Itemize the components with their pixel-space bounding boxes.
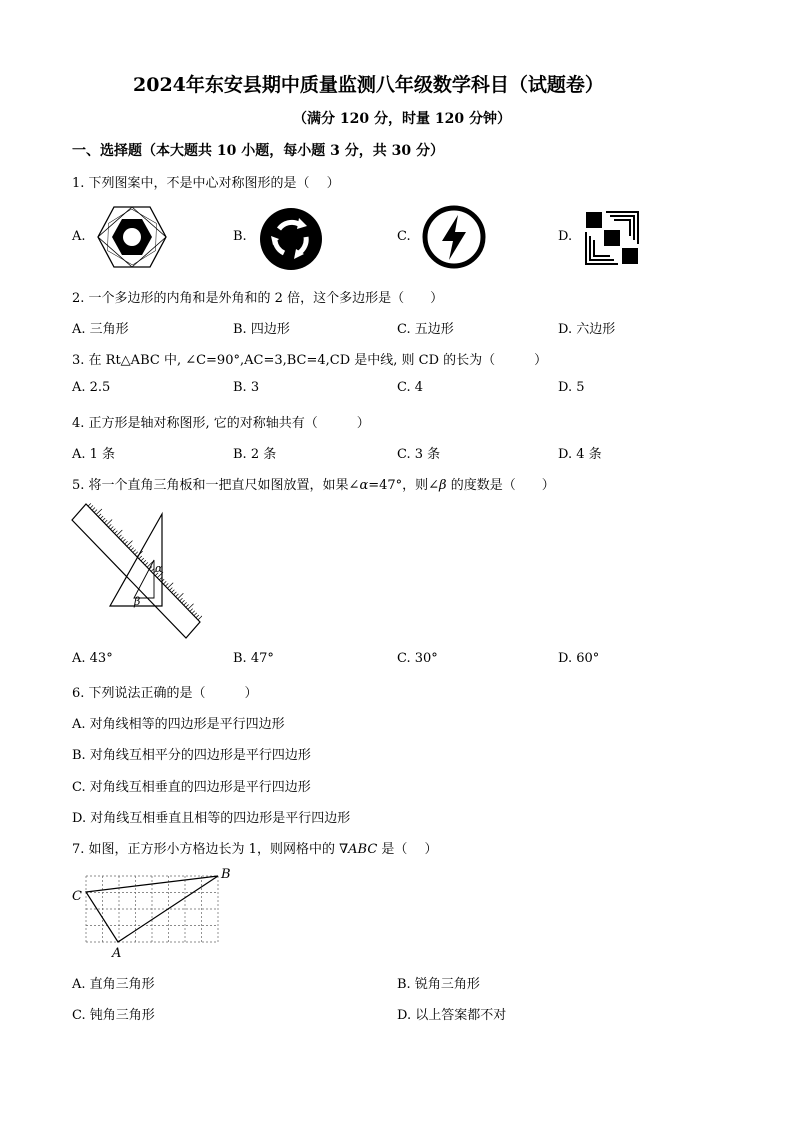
q5-option-c: C. 30°: [397, 651, 438, 666]
ruler-tick: [182, 600, 185, 603]
ruler-tick: [141, 558, 144, 561]
q7-option-c: C. 钝角三角形: [72, 1008, 155, 1023]
q6-option-d: D. 对角线互相垂直且相等的四边形是平行四边形: [72, 811, 351, 826]
vertex-b-label: B: [221, 867, 231, 882]
q4-option-c: C. 3 条: [397, 447, 441, 462]
ruler-tick: [88, 503, 91, 506]
ruler-shape: [72, 504, 200, 638]
page-subtitle: （满分 120 分，时量 120 分钟）: [293, 111, 511, 127]
ruler-tick: [180, 598, 183, 601]
ruler-tick: [143, 560, 146, 563]
ruler-tick: [135, 552, 138, 555]
q5-option-d: D. 60°: [558, 651, 600, 666]
q3-option-d: D. 5: [558, 380, 585, 395]
ruler-tick: [163, 581, 166, 584]
ruler-triangle-figure: [70, 502, 202, 640]
vertex-a-label: A: [112, 946, 122, 960]
q3-option-c: C. 4: [397, 380, 424, 395]
ruler-tick: [112, 529, 115, 532]
q4-option-a: A. 1 条: [72, 447, 116, 462]
lightning-bolt-circle-icon: [422, 205, 486, 269]
ruler-tick: [98, 514, 101, 517]
q1-option-c-label: C.: [397, 229, 411, 244]
ruler-tick: [165, 583, 168, 586]
q2-option-d: D. 六边形: [558, 322, 616, 337]
ruler-tick: [108, 524, 111, 527]
ruler-tick: [129, 545, 132, 548]
ruler-tick: [90, 505, 93, 508]
question-2-stem: 2. 一个多边形的内角和是外角和的 2 倍，这个多边形是（ ）: [72, 291, 444, 306]
page-title: 2024年东安县期中质量监测八年级数学科目（试题卷）: [133, 74, 604, 96]
alpha-label: α: [155, 562, 163, 575]
q5-option-a: A. 43°: [72, 651, 113, 666]
q3-option-b: B. 3: [233, 380, 260, 395]
ruler-tick: [172, 590, 175, 593]
q7-option-b: B. 锐角三角形: [397, 977, 480, 992]
ruler-tick: [119, 535, 122, 538]
q2-option-b: B. 四边形: [233, 322, 290, 337]
q7-option-a: A. 直角三角形: [72, 977, 155, 992]
ruler-tick: [110, 527, 113, 530]
ruler-tick: [184, 602, 187, 605]
ruler-tick: [174, 592, 177, 595]
q4-option-b: B. 2 条: [233, 447, 277, 462]
ruler-tick: [139, 556, 142, 559]
stepped-squares-pattern-icon: [584, 210, 640, 266]
q7-option-d: D. 以上答案都不对: [397, 1008, 507, 1023]
section-heading: 一、选择题（本大题共 10 小题，每小题 3 分，共 30 分）: [72, 143, 444, 159]
vertex-c-label: C: [72, 889, 82, 904]
ruler-tick: [125, 541, 128, 544]
ruler-tick: [100, 516, 103, 519]
ruler-tick: [194, 613, 197, 616]
hexagon-nut-pattern-icon: [96, 205, 168, 269]
ruler-tick: [94, 510, 97, 513]
q4-option-d: D. 4 条: [558, 447, 602, 462]
question-4-stem: 4. 正方形是轴对称图形, 它的对称轴共有（ ）: [72, 416, 370, 431]
ruler-tick: [102, 518, 105, 521]
q1-option-d-label: D.: [558, 229, 573, 244]
ruler-tick: [176, 594, 179, 597]
ruler-tick: [123, 539, 126, 542]
ruler-tick: [145, 562, 148, 565]
question-6-stem: 6. 下列说法正确的是（ ）: [72, 686, 258, 701]
ruler-tick: [196, 615, 199, 618]
q1-option-a-label: A.: [72, 229, 86, 244]
q2-option-c: C. 五边形: [397, 322, 454, 337]
ruler-tick: [192, 611, 195, 614]
q6-option-c: C. 对角线互相垂直的四边形是平行四边形: [72, 780, 311, 795]
question-5-stem: 5. 将一个直角三角板和一把直尺如图放置，如果∠α=47°，则∠β 的度数是（ ）: [72, 478, 555, 493]
q6-option-b: B. 对角线互相平分的四边形是平行四边形: [72, 748, 311, 763]
recycle-arrows-circle-icon: [259, 207, 323, 271]
ruler-tick: [133, 550, 136, 553]
q6-option-a: A. 对角线相等的四边形是平行四边形: [72, 717, 285, 732]
q2-option-a: A. 三角形: [72, 322, 129, 337]
ruler-tick: [169, 588, 172, 591]
beta-label: β: [134, 595, 141, 608]
ruler-tick: [190, 609, 193, 612]
question-3-stem: 3. 在 Rt△ABC 中, ∠C=90°,AC=3,BC=4,CD 是中线, 则 CD 的长为（ ）: [72, 353, 548, 368]
grid-triangle-figure: [70, 864, 240, 960]
question-1-stem: 1. 下列图案中，不是中心对称图形的是（ ）: [72, 176, 340, 191]
q5-option-b: B. 47°: [233, 651, 274, 666]
ruler-tick: [121, 537, 124, 540]
ruler-tick: [131, 548, 134, 551]
q3-option-a: A. 2.5: [72, 380, 111, 395]
ruler-tick: [92, 508, 95, 511]
ruler-tick: [115, 531, 118, 534]
ruler-tick: [104, 520, 107, 523]
q1-option-b-label: B.: [233, 229, 247, 244]
ruler-tick: [186, 604, 189, 607]
question-7-stem: 7. 如图，正方形小方格边长为 1，则网格中的 ∇ABC 是（ ）: [72, 842, 438, 857]
